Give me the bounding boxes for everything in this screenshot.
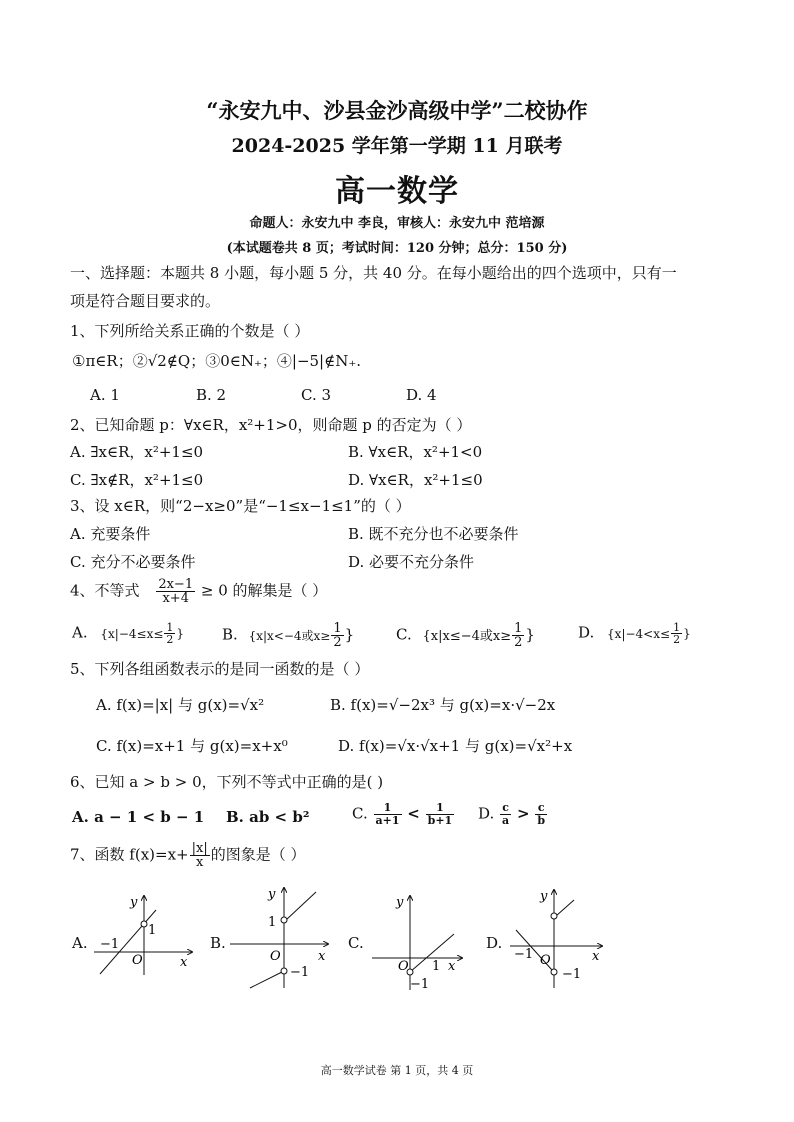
q4-stem bbox=[70, 578, 327, 605]
q2-option-a: A. ∃x∈R，x²+1≤0 bbox=[70, 443, 204, 461]
q6-d-label: D. bbox=[478, 804, 495, 823]
section-instructions-1: 一、选择题：本题共 8 小题，每小题 5 分，共 40 分。在每小题给出的四个选项中，只有一 bbox=[70, 264, 677, 282]
tick-neg1-y: −1 bbox=[562, 967, 582, 982]
y-label: y bbox=[396, 895, 404, 910]
brace: } bbox=[525, 625, 535, 644]
open-point-top bbox=[281, 917, 287, 923]
origin-label: O bbox=[540, 953, 551, 968]
q7-graph-a-label: A. bbox=[72, 934, 88, 952]
half-den: 2 bbox=[166, 633, 174, 646]
tick-neg1: −1 bbox=[100, 937, 120, 952]
q3-option-a: A. 充要条件 bbox=[70, 525, 151, 543]
page-footer: 高一数学试卷 第 1 页，共 4 页 bbox=[320, 1064, 474, 1077]
open-point-bottom bbox=[551, 969, 557, 975]
frac-num: c bbox=[535, 802, 547, 815]
q3-stem: 3、设 x∈R，则“2−x≥0”是“−1≤x−1≤1”的（ ） bbox=[70, 497, 411, 515]
q1-items: ①π∈R；②√2∉Q；③0∈N₊；④|−5|∉N₊. bbox=[72, 352, 362, 370]
q7-stem bbox=[70, 842, 306, 869]
q6-c-label: C. bbox=[352, 804, 368, 823]
origin-label: O bbox=[132, 953, 143, 968]
q4-c-label: C. bbox=[396, 625, 412, 644]
tick-neg1: −1 bbox=[290, 965, 310, 980]
q6-option-b: B. ab < b² bbox=[226, 808, 310, 826]
x-label: x bbox=[592, 949, 600, 964]
section-instructions-2: 项是符合题目要求的。 bbox=[70, 292, 221, 310]
x-label: x bbox=[448, 959, 456, 974]
tick-neg1: −1 bbox=[514, 947, 534, 962]
origin-label: O bbox=[270, 949, 281, 964]
frac-den: b bbox=[537, 814, 546, 827]
tick-neg1: −1 bbox=[410, 977, 430, 992]
q6-d-right bbox=[535, 802, 547, 827]
q7-graph-c-label: C. bbox=[348, 934, 364, 952]
q5-option-b: B. f(x)=√−2x³ 与 g(x)=x·√−2x bbox=[330, 696, 556, 714]
q4-stem-post: ≥ 0 的解集是（ ） bbox=[200, 581, 328, 600]
q5-option-d: D. f(x)=√x·√x+1 与 g(x)=√x²+x bbox=[338, 737, 573, 755]
q6-stem: 6、已知 a > b > 0，下列不等式中正确的是( ) bbox=[70, 773, 384, 791]
q1-stem: 1、下列所给关系正确的个数是（ ） bbox=[70, 322, 310, 340]
frac-den: a+1 bbox=[375, 814, 400, 827]
tick-1: 1 bbox=[432, 959, 441, 974]
q7-graph-c bbox=[370, 890, 470, 994]
title-line-1: “永安九中、沙县金沙高级中学”二校协作 bbox=[206, 98, 588, 123]
graph-line-right bbox=[556, 900, 574, 916]
q7-graph-b bbox=[228, 884, 338, 990]
frac-num: 1 bbox=[426, 802, 455, 815]
q7-stem-post: 的图象是（ ） bbox=[210, 845, 306, 864]
q7-stem-pre: 7、函数 f(x)=x+ bbox=[70, 845, 189, 864]
q2-option-c: C. ∃x∉R，x²+1≤0 bbox=[70, 471, 204, 489]
frac-num: |x| bbox=[191, 841, 208, 856]
q4-option-a bbox=[72, 622, 184, 645]
half-den: 2 bbox=[673, 633, 681, 646]
half-num: 1 bbox=[166, 621, 174, 634]
y-label: y bbox=[268, 887, 276, 902]
tick-1: 1 bbox=[148, 923, 157, 938]
origin-label: O bbox=[398, 959, 409, 974]
q3-option-d: D. 必要不充分条件 bbox=[348, 553, 475, 571]
open-point-bottom bbox=[281, 968, 287, 974]
half-num: 1 bbox=[333, 621, 342, 636]
q1-option-d: D. 4 bbox=[406, 386, 437, 404]
q7-graph-b-label: B. bbox=[210, 934, 226, 952]
q1-option-a: A. 1 bbox=[90, 386, 120, 404]
q4-fraction bbox=[156, 578, 195, 605]
q6-c-right bbox=[426, 802, 455, 827]
q6-option-c: C. $\frac{1}{a+1}$ < $\frac{1}{b+1}$ bbox=[352, 801, 453, 827]
frac-den: a bbox=[502, 814, 510, 827]
q1-option-b: B. 2 bbox=[196, 386, 227, 404]
frac-num: 1 bbox=[374, 802, 402, 815]
x-label: x bbox=[318, 949, 326, 964]
q5-option-c: C. f(x)=x+1 与 g(x)=x+x⁰ bbox=[96, 737, 288, 755]
brace: } bbox=[344, 625, 355, 644]
y-label: y bbox=[130, 895, 138, 910]
q4-c-half bbox=[512, 622, 524, 649]
authors-line: 命题人：永安九中 李良，审核人：永安九中 范培源 bbox=[249, 216, 545, 231]
half-den: 2 bbox=[333, 635, 342, 650]
graph-line-right bbox=[286, 892, 316, 920]
frac-num: c bbox=[500, 802, 511, 815]
q4-b-set: {x|x<−4或x≥ bbox=[248, 628, 331, 643]
tick-1: 1 bbox=[268, 915, 277, 930]
q3-option-c: C. 充分不必要条件 bbox=[70, 553, 196, 571]
exam-info: (本试题卷共 8 页；考试时间：120 分钟；总分：150 分) bbox=[226, 241, 568, 256]
half-den: 2 bbox=[514, 635, 523, 650]
q6-option-a: A. a − 1 < b − 1 bbox=[72, 808, 205, 826]
q3-option-b: B. 既不充分也不必要条件 bbox=[348, 525, 519, 543]
q4-option-c bbox=[396, 622, 535, 649]
y-label: y bbox=[540, 889, 548, 904]
q6-d-left bbox=[500, 802, 511, 827]
q2-stem: 2、已知命题 p：∀x∈R，x²+1>0，则命题 p 的否定为（ ） bbox=[70, 416, 472, 434]
q4-c-set: {x|x≤−4或x≥ bbox=[422, 628, 512, 644]
q4-b-half bbox=[331, 622, 343, 649]
x-label: x bbox=[180, 955, 188, 970]
q4-d-label: D. bbox=[578, 623, 595, 642]
q6-option-d: D. $\frac{c}{a}$ > $\frac{c}{b}$ bbox=[478, 801, 546, 827]
q2-option-d: D. ∀x∈R，x²+1≤0 bbox=[348, 471, 483, 489]
q7-graph-d bbox=[508, 886, 608, 990]
title-line-2: 2024-2025 学年第一学期 11 月联考 bbox=[231, 135, 563, 157]
open-point-top bbox=[551, 913, 557, 919]
q4-d-set: {x|−4<x≤ bbox=[607, 626, 671, 641]
q7-graph-a bbox=[92, 890, 202, 980]
q6-c-left bbox=[374, 802, 402, 827]
q4-frac-den: x+4 bbox=[162, 591, 189, 606]
q1-option-c: C. 3 bbox=[301, 386, 332, 404]
half-num: 1 bbox=[673, 621, 681, 634]
frac-den: x bbox=[196, 855, 204, 870]
brace: } bbox=[683, 626, 691, 641]
q4-d-half bbox=[671, 622, 682, 645]
q4-stem-pre: 4、不等式 bbox=[70, 581, 140, 600]
graph-line-left bbox=[250, 972, 282, 988]
q2-option-b: B. ∀x∈R，x²+1<0 bbox=[348, 443, 483, 461]
frac-den: b+1 bbox=[427, 814, 453, 827]
q5-stem: 5、下列各组函数表示的是同一函数的是（ ） bbox=[70, 660, 370, 678]
q4-frac-num: 2x−1 bbox=[158, 577, 194, 592]
q7-fraction bbox=[190, 842, 210, 869]
half-num: 1 bbox=[514, 621, 523, 636]
q7-graph-d-label: D. bbox=[486, 934, 503, 952]
q4-a-half bbox=[164, 622, 175, 645]
q4-option-d bbox=[578, 622, 691, 645]
brace: } bbox=[176, 626, 185, 641]
subject-title: 高一数学 bbox=[335, 174, 459, 209]
q4-option-b bbox=[222, 622, 354, 649]
q4-a-label: A. bbox=[72, 623, 88, 642]
q4-b-label: B. bbox=[222, 625, 238, 644]
open-point bbox=[141, 921, 147, 927]
q4-a-set: {x|−4≤x≤ bbox=[100, 626, 164, 641]
q5-option-a: A. f(x)=|x| 与 g(x)=√x² bbox=[96, 696, 265, 714]
